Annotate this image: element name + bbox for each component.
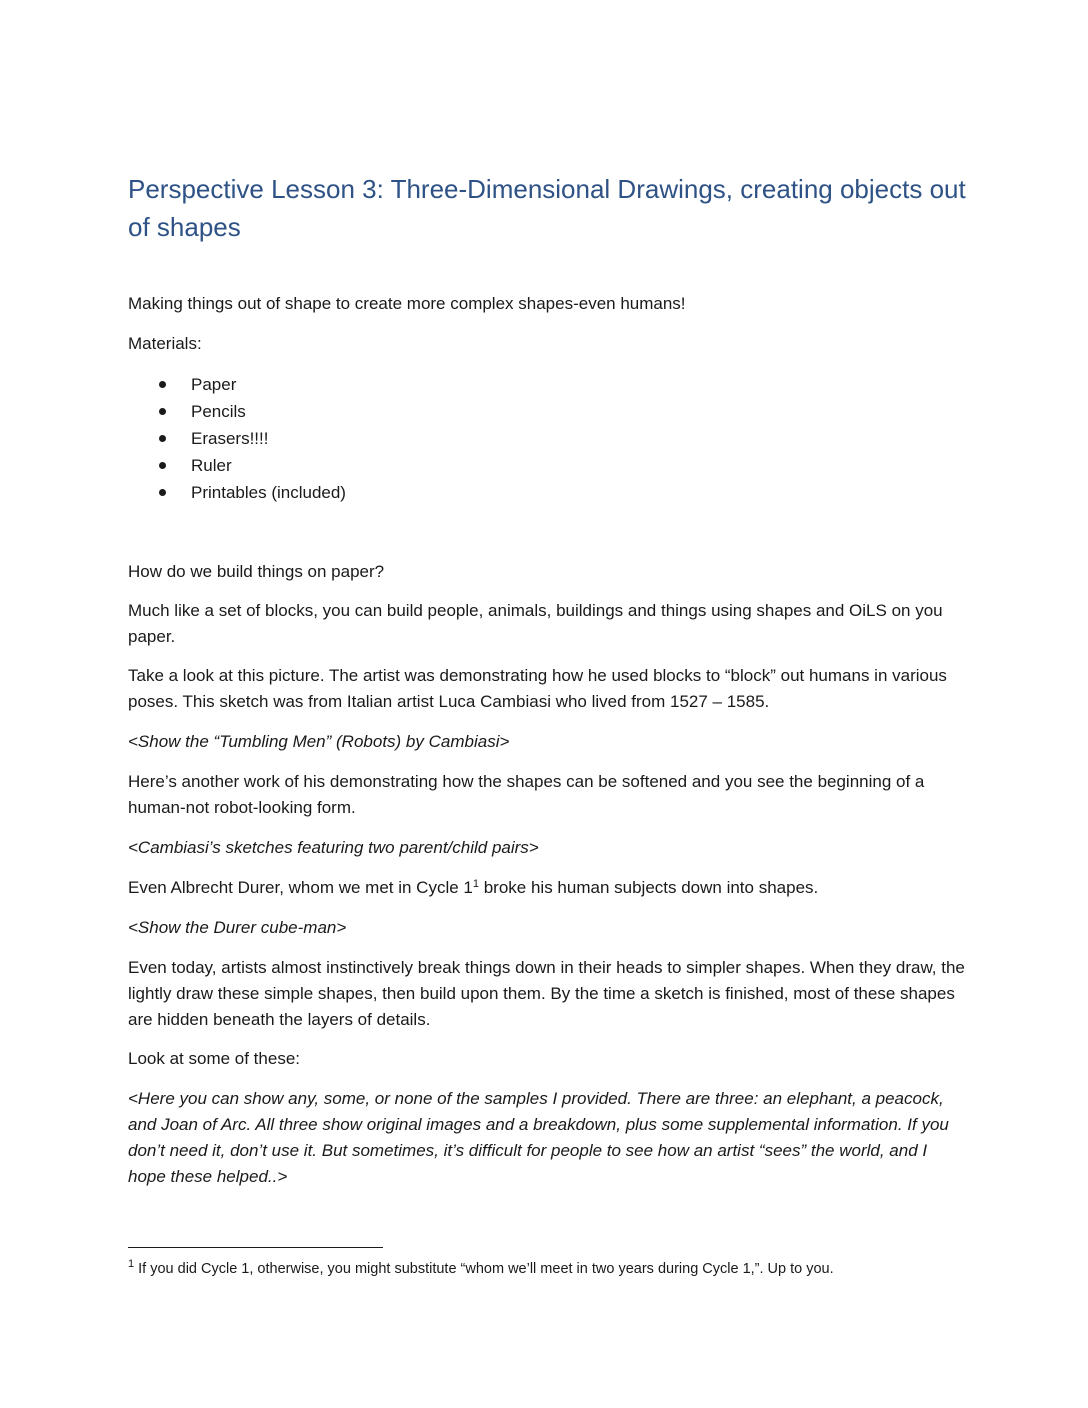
intro-paragraph: Making things out of shape to create more complex shapes-even humans! [128, 294, 686, 313]
footnote-reference[interactable]: 1 [472, 878, 479, 890]
list-item [128, 452, 346, 479]
bullet-icon [159, 462, 166, 469]
footnote-marker: 1 [128, 1258, 135, 1270]
list-item [128, 425, 346, 452]
materials-label: Materials: [128, 334, 202, 353]
teacher-note-sketches: <Cambiasi’s sketches featuring two parent/child pairs> [128, 838, 539, 857]
durer-paragraph [128, 875, 968, 901]
today-paragraph: Even today, artists almost instinctively break things down in their heads to simpler shapes. When they draw, the lightly draw these simple shapes, then build upon them. By the time a sketch is finished, most of these shapes are hidden beneath the layers of details. [128, 958, 965, 1029]
footnote-text: If you did Cycle 1, otherwise, you might substitute “whom we’ll meet in two years during Cycle 1,”. Up to you. [134, 1261, 834, 1277]
footnote [128, 1259, 968, 1279]
bullet-icon [159, 489, 166, 496]
list-item [128, 398, 346, 425]
durer-text-after: broke his human subjects down into shapes. [479, 878, 819, 897]
bullet-icon [159, 435, 166, 442]
material-label: Printables (included) [191, 483, 346, 502]
material-label: Pencils [191, 402, 246, 421]
bullet-icon [159, 381, 166, 388]
material-label: Erasers!!!! [191, 429, 269, 448]
picture-paragraph: Take a look at this picture. The artist was demonstrating how he used blocks to “block” out humans in various poses. This sketch was from Italian artist Luca Cambiasi who lived from 1527 – 1585. [128, 666, 947, 711]
teacher-note-samples: <Here you can show any, some, or none of the samples I provided. There are three: an elephant, a peacock, and Joan of Arc. All three show original images and a breakdown, plus some supplemental information. If you don’t need it, don’t use it. But sometimes, it’s difficult for people to see how an artist “sees” the world, and I hope these helped..> [128, 1089, 949, 1186]
look-paragraph: Look at some of these: [128, 1049, 300, 1068]
footnote-divider [128, 1247, 383, 1248]
another-work-paragraph: Here’s another work of his demonstrating how the shapes can be softened and you see the beginning of a human-not robot-looking form. [128, 772, 925, 817]
teacher-note-tumbling: <Show the “Tumbling Men” (Robots) by Cambiasi> [128, 732, 510, 751]
material-label: Ruler [191, 456, 232, 475]
blocks-paragraph: Much like a set of blocks, you can build people, animals, buildings and things using shapes and OiLS on you paper. [128, 601, 943, 646]
teacher-note-durer: <Show the Durer cube-man> [128, 918, 347, 937]
question-heading: How do we build things on paper? [128, 562, 385, 581]
materials-list [128, 371, 346, 506]
list-item [128, 371, 346, 398]
list-item [128, 479, 346, 506]
bullet-icon [159, 408, 166, 415]
material-label: Paper [191, 375, 237, 394]
lesson-title: Perspective Lesson 3: Three-Dimensional Drawings, creating objects out of shapes [128, 174, 966, 242]
durer-text-before: Even Albrecht Durer, whom we met in Cycle 1 [128, 878, 473, 897]
